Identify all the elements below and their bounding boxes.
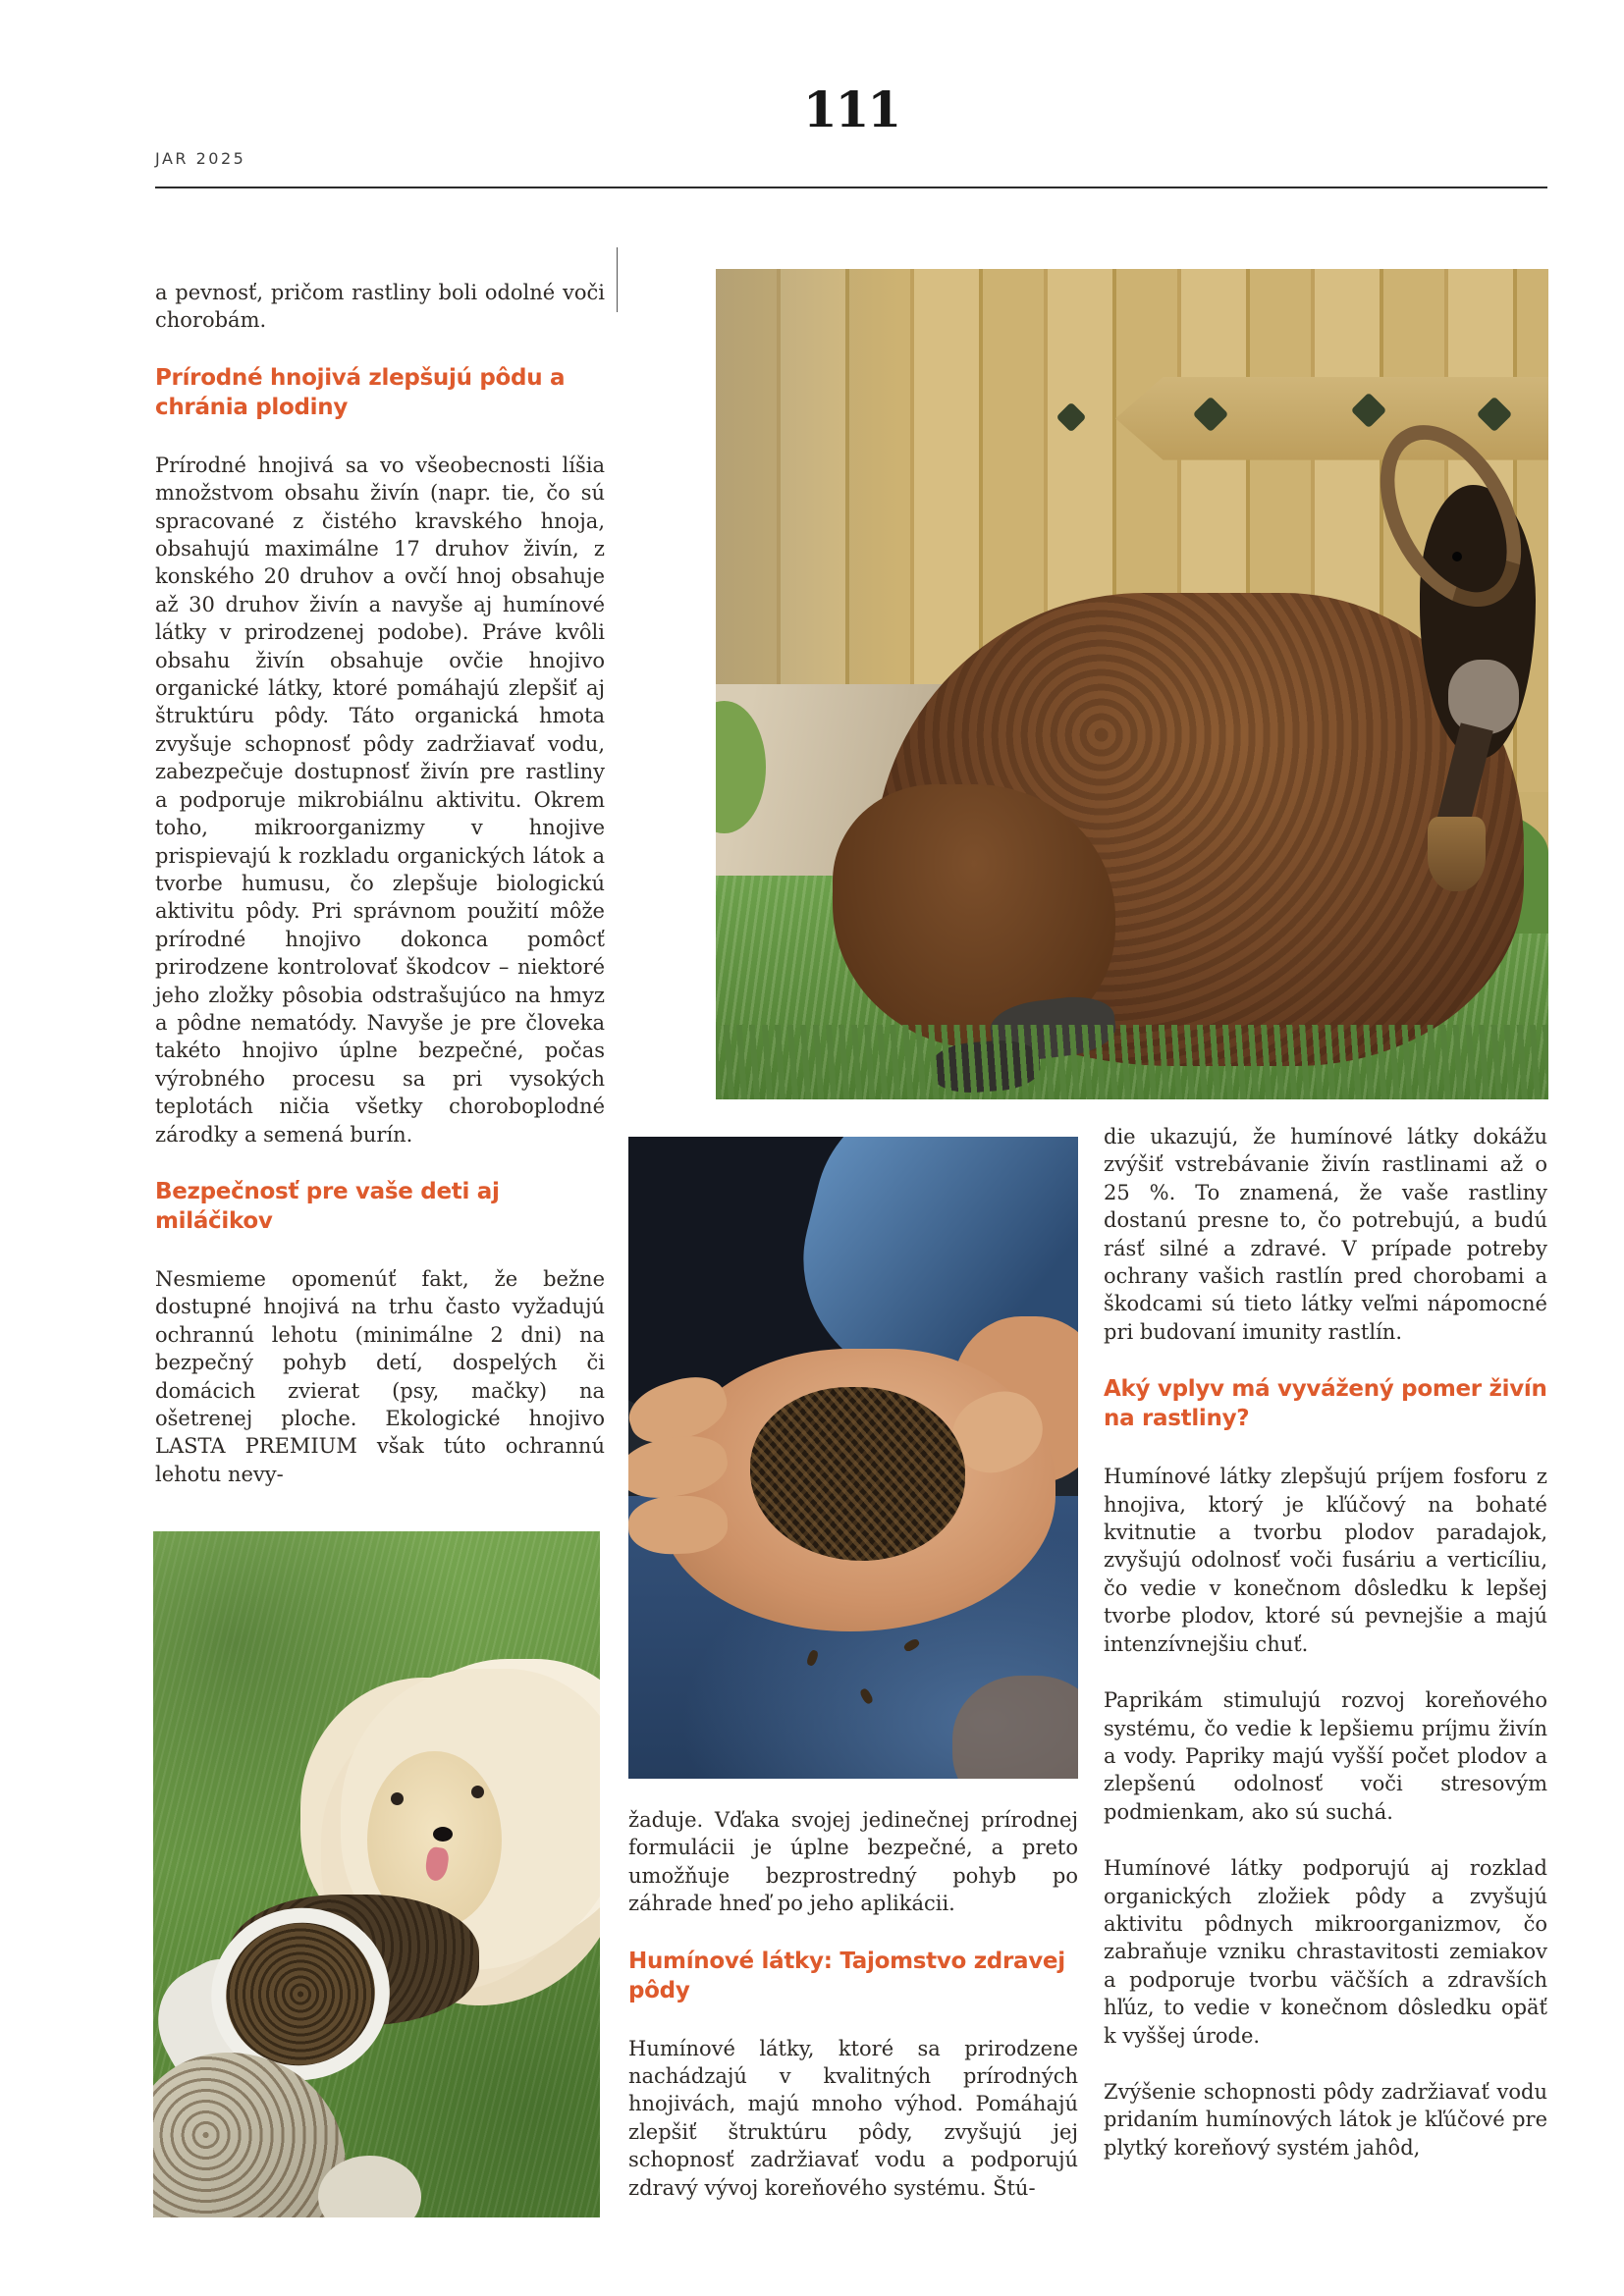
middle-column	[628, 1806, 1078, 2230]
column-divider-rule	[617, 247, 618, 312]
fertilizer-pellets-heap	[750, 1387, 966, 1561]
paragraph-peppers: Paprikám stimulujú rozvoj koreňového systému, čo vedie k lepšiemu príjmu živín a vody. Papriky majú vyšší počet plodov a zlepšenú odolnosť voči stresovým podmienkam, ako sú suchá.	[1104, 1688, 1547, 1824]
paragraph-strawberries: Zvýšenie schopnosti pôdy zadržiavať vodu pridaním humínových látok je kľúčové pre plytký koreňový systém jahôd,	[1104, 2079, 1547, 2160]
dog-nose	[433, 1827, 453, 1842]
paragraph-humic-continued: die ukazujú, že humínové látky dokážu zvýšiť vstrebávanie živín rastlinami až o 25 %. To znamená, že vaše rastliny dostanú presne to, čo potrebujú, a budú rásť silné a zdravé. V prípade potreby ochrany vašich rastlín pred chorobami a škodcami sú tieto látky veľmi nápomocné pri budovaní imunity rastlín.	[1104, 1125, 1547, 1344]
grass-blades-front	[716, 1025, 1548, 1099]
sheep-muzzle	[1448, 660, 1519, 734]
pellets-hands-photo	[628, 1137, 1078, 1779]
sheep-bell	[1428, 817, 1486, 891]
paragraph-nutrients: Prírodné hnojivá sa vo všeobecnosti líšia množstvom obsahu živín (napr. tie, čo sú spracované z čistého kravského hnoja, obsahujú maximálne 17 druhov živín, z konského 20 druhov a ovčí hnoj obsahuje až 30 druhov živín a navyše aj humínové látky v prirodzenej podobe). Práve kvôli obsahu živín obsahuje ovčie hnojivo organické látky, ktoré pomáhajú zlepšiť aj štruktúru pôdy. Táto organická hmota zvyšuje schopnosť pôdy zadržiavať vodu, zabezpečuje dostupnosť živín pre rastliny a podporuje mikrobiálnu aktivitu. Okrem toho, mikroorganizmy v hnojive prispievajú k rozkladu organických látok a tvorbe humusu, čo zlepšuje biologickú aktivitu pôdy. Pri správnom použití môže prírodné hnojivo dokonca pomôcť prirodzene kontrolovať škodcov – niektoré jeho zložky pôsobia odstrašujúco na hmyz a pôdne nematódy. Navyše je pre človeka takéto hnojivo úplne bezpečné, počas výrobného procesu sa pri vysokých teplotách ničia všetky choroboplodné zárodky a semená burín.	[155, 453, 605, 1147]
section-heading-nutrient-ratio: Aký vplyv má vyvážený pomer živín na rastliny?	[1104, 1376, 1547, 1432]
paragraph-safety: Nesmieme opomenúť fakt, že bežne dostupné hnojivá na trhu často vyžadujú ochrannú lehotu (minimálne 2 dni) na bezpečný pohyb detí, dospelých či domácich zvierat (psy, mačky) na ošetrenej ploche. Ekologické hnojivo LASTA PREMIUM však túto ochrannú lehotu nevy-	[155, 1266, 605, 1486]
right-column	[1104, 1123, 1547, 2190]
paragraph-safety-continued: žaduje. Vďaka svojej jedinečnej prírodnej formulácii je úplne bezpečné, a preto umožňuje bezprostredný pohyb po záhrade hneď po jeho aplikácii.	[628, 1808, 1078, 1916]
left-column	[155, 279, 605, 1517]
paragraph-humic: Humínové látky, ktoré sa prirodzene nachádzajú v kvalitných prírodných hnojivách, majú mnoho výhod. Pomáhajú zlepšiť štruktúru pôdy, zvyšujú jej schopnosť zadržiavať vodu a podporujú zdravý vývoj koreňového systému. Štú-	[628, 2036, 1078, 2200]
dog-pellets-photo	[153, 1531, 600, 2217]
paragraph-lead-in: a pevnosť, pričom rastliny boli odolné voči chorobám.	[155, 281, 605, 333]
paragraph-potatoes: Humínové látky podporujú aj rozklad organických zložiek pôdy a zvyšujú aktivitu pôdnych mikroorganizmov, čo zabraňuje vzniku chrastavitosti zemiakov a podporuje tvorbu väčších a zdravších hľúz, to vedie v konečnom dôsledku opäť k vyššej úrode.	[1104, 1856, 1547, 2048]
paragraph-tomatoes: Humínové látky zlepšujú príjem fosforu z hnojiva, ktorý je kľúčový na bohaté kvitnutie a tvorbu plodov paradajok, zvyšujú odolnosť voči fusáriu a verticíliu, čo vedie v konečnom dôsledku k lepšej tvorbe plodov, ktoré sú pevnejšie a majú intenzívnejšiu chuť.	[1104, 1465, 1547, 1656]
section-heading-safety: Bezpečnosť pre vaše deti aj miláčikov	[155, 1178, 500, 1234]
header-rule	[155, 187, 1547, 188]
section-heading-natural-fertilizers: Prírodné hnojivá zlepšujú pôdu a chránia plodiny	[155, 364, 566, 420]
issue-date-label: JAR 2025	[155, 149, 246, 168]
page-number: 111	[802, 80, 900, 138]
sheep-photo	[716, 269, 1548, 1099]
dog-eye	[471, 1786, 484, 1798]
section-heading-humic: Humínové látky: Tajomstvo zdravej pôdy	[628, 1948, 1065, 2003]
dog-eye	[391, 1792, 404, 1805]
